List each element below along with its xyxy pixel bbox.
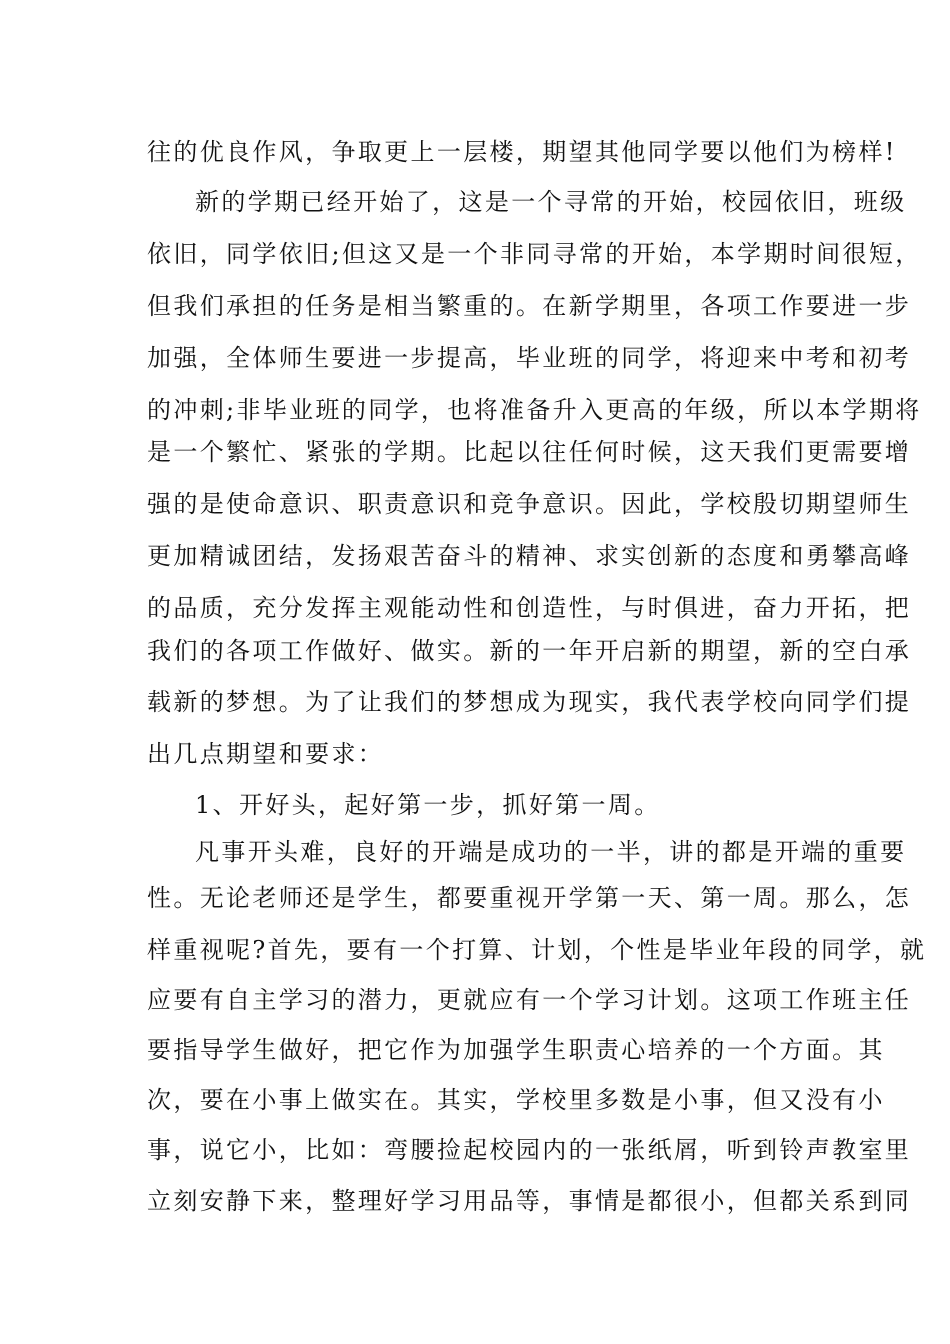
text-line: 样重视呢?首先，要有一个打算、计划，个性是毕业年段的同学，就 [147, 936, 927, 964]
text-line: 1、开好头，起好第一步，抓好第一周。 [195, 791, 661, 819]
text-line: 的冲刺;非毕业班的同学，也将准备升入更高的年级，所以本学期将 [147, 396, 922, 424]
text-line: 是一个繁忙、紧张的学期。比起以往任何时候，这天我们更需要增 [147, 438, 912, 466]
text-line: 强的是使命意识、职责意识和竞争意识。因此，学校殷切期望师生 [147, 490, 912, 518]
text-line: 但我们承担的任务是相当繁重的。在新学期里，各项工作要进一步 [147, 292, 912, 320]
text-line: 的品质，充分发挥主观能动性和创造性，与时俱进，奋力开拓，把 [147, 594, 912, 622]
text-line: 凡事开头难，良好的开端是成功的一半，讲的都是开端的重要 [195, 838, 907, 866]
text-line: 加强，全体师生要进一步提高，毕业班的同学，将迎来中考和初考 [147, 344, 912, 372]
text-line: 性。无论老师还是学生，都要重视开学第一天、第一周。那么，怎 [147, 884, 912, 912]
text-line: 事，说它小，比如：弯腰捡起校园内的一张纸屑，听到铃声教室里 [147, 1136, 912, 1164]
text-line: 往的优良作风，争取更上一层楼，期望其他同学要以他们为榜样! [147, 138, 897, 166]
text-line: 我们的各项工作做好、做实。新的一年开启新的期望，新的空白承 [147, 637, 912, 665]
text-line: 应要有自主学习的潜力，更就应有一个学习计划。这项工作班主任 [147, 986, 912, 1014]
text-line: 出几点期望和要求： [147, 740, 385, 768]
text-line: 立刻安静下来，整理好学习用品等，事情是都很小，但都关系到同 [147, 1187, 912, 1215]
text-line: 要指导学生做好，把它作为加强学生职责心培养的一个方面。其 [147, 1036, 885, 1064]
text-line: 新的学期已经开始了，这是一个寻常的开始，校园依旧，班级 [195, 188, 907, 216]
text-line: 载新的梦想。为了让我们的梦想成为现实，我代表学校向同学们提 [147, 688, 912, 716]
text-line: 次，要在小事上做实在。其实，学校里多数是小事，但又没有小 [147, 1086, 885, 1114]
text-line: 更加精诚团结，发扬艰苦奋斗的精神、求实创新的态度和勇攀高峰 [147, 542, 912, 570]
text-line: 依旧，同学依旧;但这又是一个非同寻常的开始，本学期时间很短， [147, 240, 922, 268]
